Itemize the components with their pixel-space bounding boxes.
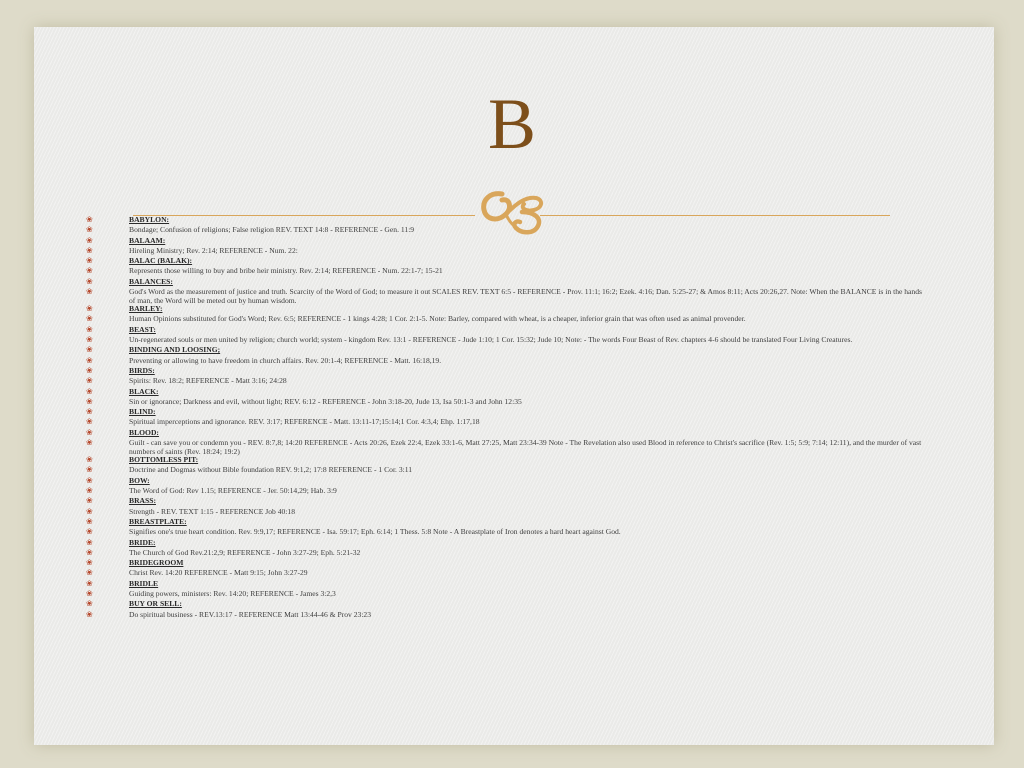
definition-text: Christ Rev. 14:20 REFERENCE - Matt 9:15; John 3:27-29 [129, 568, 308, 578]
term-text: BIRDS: [129, 365, 155, 375]
term-text: BINDING AND LOOSING; [129, 345, 221, 355]
floral-bullet-icon: ❀ [86, 558, 93, 568]
floral-bullet-icon: ❀ [86, 438, 93, 448]
definition-text: The Church of God Rev.21:2,9; REFERENCE - John 3:27-29; Eph. 5:21-32 [129, 547, 361, 557]
term-text: BLIND: [129, 407, 156, 417]
floral-bullet-icon: ❀ [86, 599, 93, 609]
glossary-definition [86, 528, 926, 538]
definition-text: Guilt - can save you or condemn you - REV. 8:7,8; 14:20 REFERENCE - Acts 20:26, Ezek 22:4, Ezek 33:1-6, Matt 27:25, Matt 23:34-39 Note - The Revelation also used Blood in reference to Christ's sacrifice (Rev. 1:5; 5:9; 7:14; 12:11), and the murder of vast numbers of saints (Rev. 18:24; 19:2) [129, 438, 922, 456]
floral-bullet-icon: ❀ [86, 335, 93, 345]
floral-bullet-icon: ❀ [86, 417, 93, 427]
glossary-definition [86, 508, 926, 518]
glossary-definition [86, 466, 926, 476]
floral-bullet-icon: ❀ [86, 245, 93, 255]
term-text: BRIDEGROOM [129, 558, 184, 568]
floral-bullet-icon: ❀ [86, 506, 93, 516]
definition-text: Represents those willing to buy and bribe heir ministry. Rev. 2:14; REFERENCE - Num. 22:1-7; 15-21 [129, 266, 443, 276]
term-text: BABYLON: [129, 215, 170, 224]
glossary-definition [86, 226, 926, 236]
definition-text: Hireling Ministry; Rev. 2:14; REFERENCE - Num. 22: [129, 245, 298, 255]
floral-bullet-icon: ❀ [86, 345, 93, 355]
term-text: BARLEY: [129, 304, 163, 314]
term-text: BALANCES: [129, 276, 173, 286]
floral-bullet-icon: ❀ [86, 256, 93, 266]
floral-bullet-icon: ❀ [86, 547, 93, 557]
term-text: BRASS: [129, 496, 157, 506]
glossary-definition [86, 439, 926, 456]
floral-bullet-icon: ❀ [86, 527, 93, 537]
definition-text: Guiding powers, ministers: Rev. 14:20; REFERENCE - James 3:2,3 [129, 588, 336, 598]
definition-text: Doctrine and Dogmas without Bible foundation REV. 9:1,2; 17:8 REFERENCE - 1 Cor. 3:11 [129, 465, 413, 475]
floral-bullet-icon: ❀ [86, 496, 93, 506]
floral-bullet-icon: ❀ [86, 475, 93, 485]
term-text: BRIDLE [129, 578, 159, 588]
term-text: BLOOD: [129, 427, 159, 437]
floral-bullet-icon: ❀ [86, 588, 93, 598]
term-text: BOTTOMLESS PIT: [129, 455, 199, 465]
definition-text: Sin or ignorance; Darkness and evil, without light; REV. 6:12 - REFERENCE - John 3:18-20, Jude 13, Isa 50:1-3 and John 12:35 [129, 396, 522, 406]
definition-text: Strength - REV. TEXT 1:15 - REFERENCE Job 40:18 [129, 506, 296, 516]
glossary-definition [86, 569, 926, 579]
floral-bullet-icon: ❀ [86, 314, 93, 324]
floral-bullet-icon: ❀ [86, 225, 93, 235]
term-text: BOW: [129, 475, 150, 485]
floral-bullet-icon: ❀ [86, 266, 93, 276]
term-text: BLACK: [129, 386, 159, 396]
floral-bullet-icon: ❀ [86, 427, 93, 437]
glossary-definition [86, 357, 926, 367]
glossary-list [86, 216, 926, 621]
glossary-definition [86, 377, 926, 387]
floral-bullet-icon: ❀ [86, 465, 93, 475]
floral-bullet-icon: ❀ [86, 568, 93, 578]
glossary-definition [86, 418, 926, 428]
floral-bullet-icon: ❀ [86, 376, 93, 386]
definition-text: Do spiritual business - REV.13:17 - REFERENCE Matt 13:44-46 & Prov 23:23 [129, 609, 372, 619]
floral-bullet-icon: ❀ [86, 537, 93, 547]
definition-text: The Word of God: Rev 1.15; REFERENCE - Jer. 50:14,29; Hab. 3:9 [129, 486, 337, 496]
term-text: BALAAM: [129, 235, 166, 245]
definition-text: Signifies one's true heart condition. Rev. 9:9,17; REFERENCE - Isa. 59:17; Eph. 6:14; 1 Thess. 5:8 Note - A Breastplate of Iron denotes a hard heart against God. [129, 527, 621, 537]
floral-bullet-icon: ❀ [86, 407, 93, 417]
definition-text: Spiritual imperceptions and ignorance. REV. 3:17; REFERENCE - Matt. 13:11-17;15:14;1 Cor. 4:3,4; Ehp. 1:17,18 [129, 417, 480, 427]
floral-bullet-icon: ❀ [86, 235, 93, 245]
term-text: BEAST: [129, 324, 156, 334]
floral-bullet-icon: ❀ [86, 609, 93, 619]
floral-bullet-icon: ❀ [86, 578, 93, 588]
term-text: BUY OR SELL: [129, 599, 182, 609]
term-text: BREASTPLATE: [129, 516, 187, 526]
floral-bullet-icon: ❀ [86, 486, 93, 496]
floral-bullet-icon: ❀ [86, 396, 93, 406]
floral-bullet-icon: ❀ [86, 215, 93, 224]
floral-bullet-icon: ❀ [86, 287, 93, 297]
floral-bullet-icon: ❀ [86, 455, 93, 465]
floral-bullet-icon: ❀ [86, 304, 93, 314]
glossary-definition [86, 611, 926, 621]
term-text: BALAC (BALAK): [129, 256, 193, 266]
glossary-definition [86, 487, 926, 497]
floral-bullet-icon: ❀ [86, 324, 93, 334]
definition-text: God's Word as the measurement of justice and truth. Scarcity of the Word of God; to measure it out SCALES REV. TEXT 6:5 - REFERENCE - Prov. 11:1; 16:2; Ezek. 4:16; Dan. 5:25-27; & Amos 8:11; Acts 20:26,27. Note: When the BALANCE is in the hands of man, the Word will be meted out by human wisdom. [129, 287, 922, 305]
floral-bullet-icon: ❀ [86, 386, 93, 396]
glossary-definition [86, 398, 926, 408]
definition-text: Spirits: Rev. 18:2; REFERENCE - Matt 3:16; 24:28 [129, 376, 287, 386]
floral-bullet-icon: ❀ [86, 365, 93, 375]
definition-text: Preventing or allowing to have freedom in church affairs. Rev. 20:1-4; REFERENCE - Matt. 16:18,19. [129, 355, 442, 365]
glossary-definition [86, 288, 926, 305]
glossary-definition [86, 267, 926, 277]
glossary-definition [86, 549, 926, 559]
floral-bullet-icon: ❀ [86, 355, 93, 365]
definition-text: Bondage; Confusion of religions; False religion REV. TEXT 14:8 - REFERENCE - Gen. 11:9 [129, 225, 415, 235]
slide-title: B [487, 84, 537, 164]
glossary-definition [86, 247, 926, 257]
glossary-definition [86, 590, 926, 600]
term-text: BRIDE: [129, 537, 156, 547]
glossary-definition [86, 315, 926, 325]
floral-bullet-icon: ❀ [86, 276, 93, 286]
definition-text: Un-regenerated souls or men united by religion; church world; system - kingdom Rev. 13:1 - REFERENCE - Jude 1:10; 1 Cor. 15:32; Jude 10; Note: - The words Four Beast of Rev. chapters 4-6 should be translated Four Living Creatures. [129, 335, 853, 345]
floral-bullet-icon: ❀ [86, 516, 93, 526]
definition-text: Human Opinions substituted for God's Word; Rev. 6:5; REFERENCE - 1 kings 4:28; 1 Cor. 2:1-5. Note: Barley, compared with wheat, is a cheaper, inferior grain that was often used as animal provender. [129, 314, 746, 324]
